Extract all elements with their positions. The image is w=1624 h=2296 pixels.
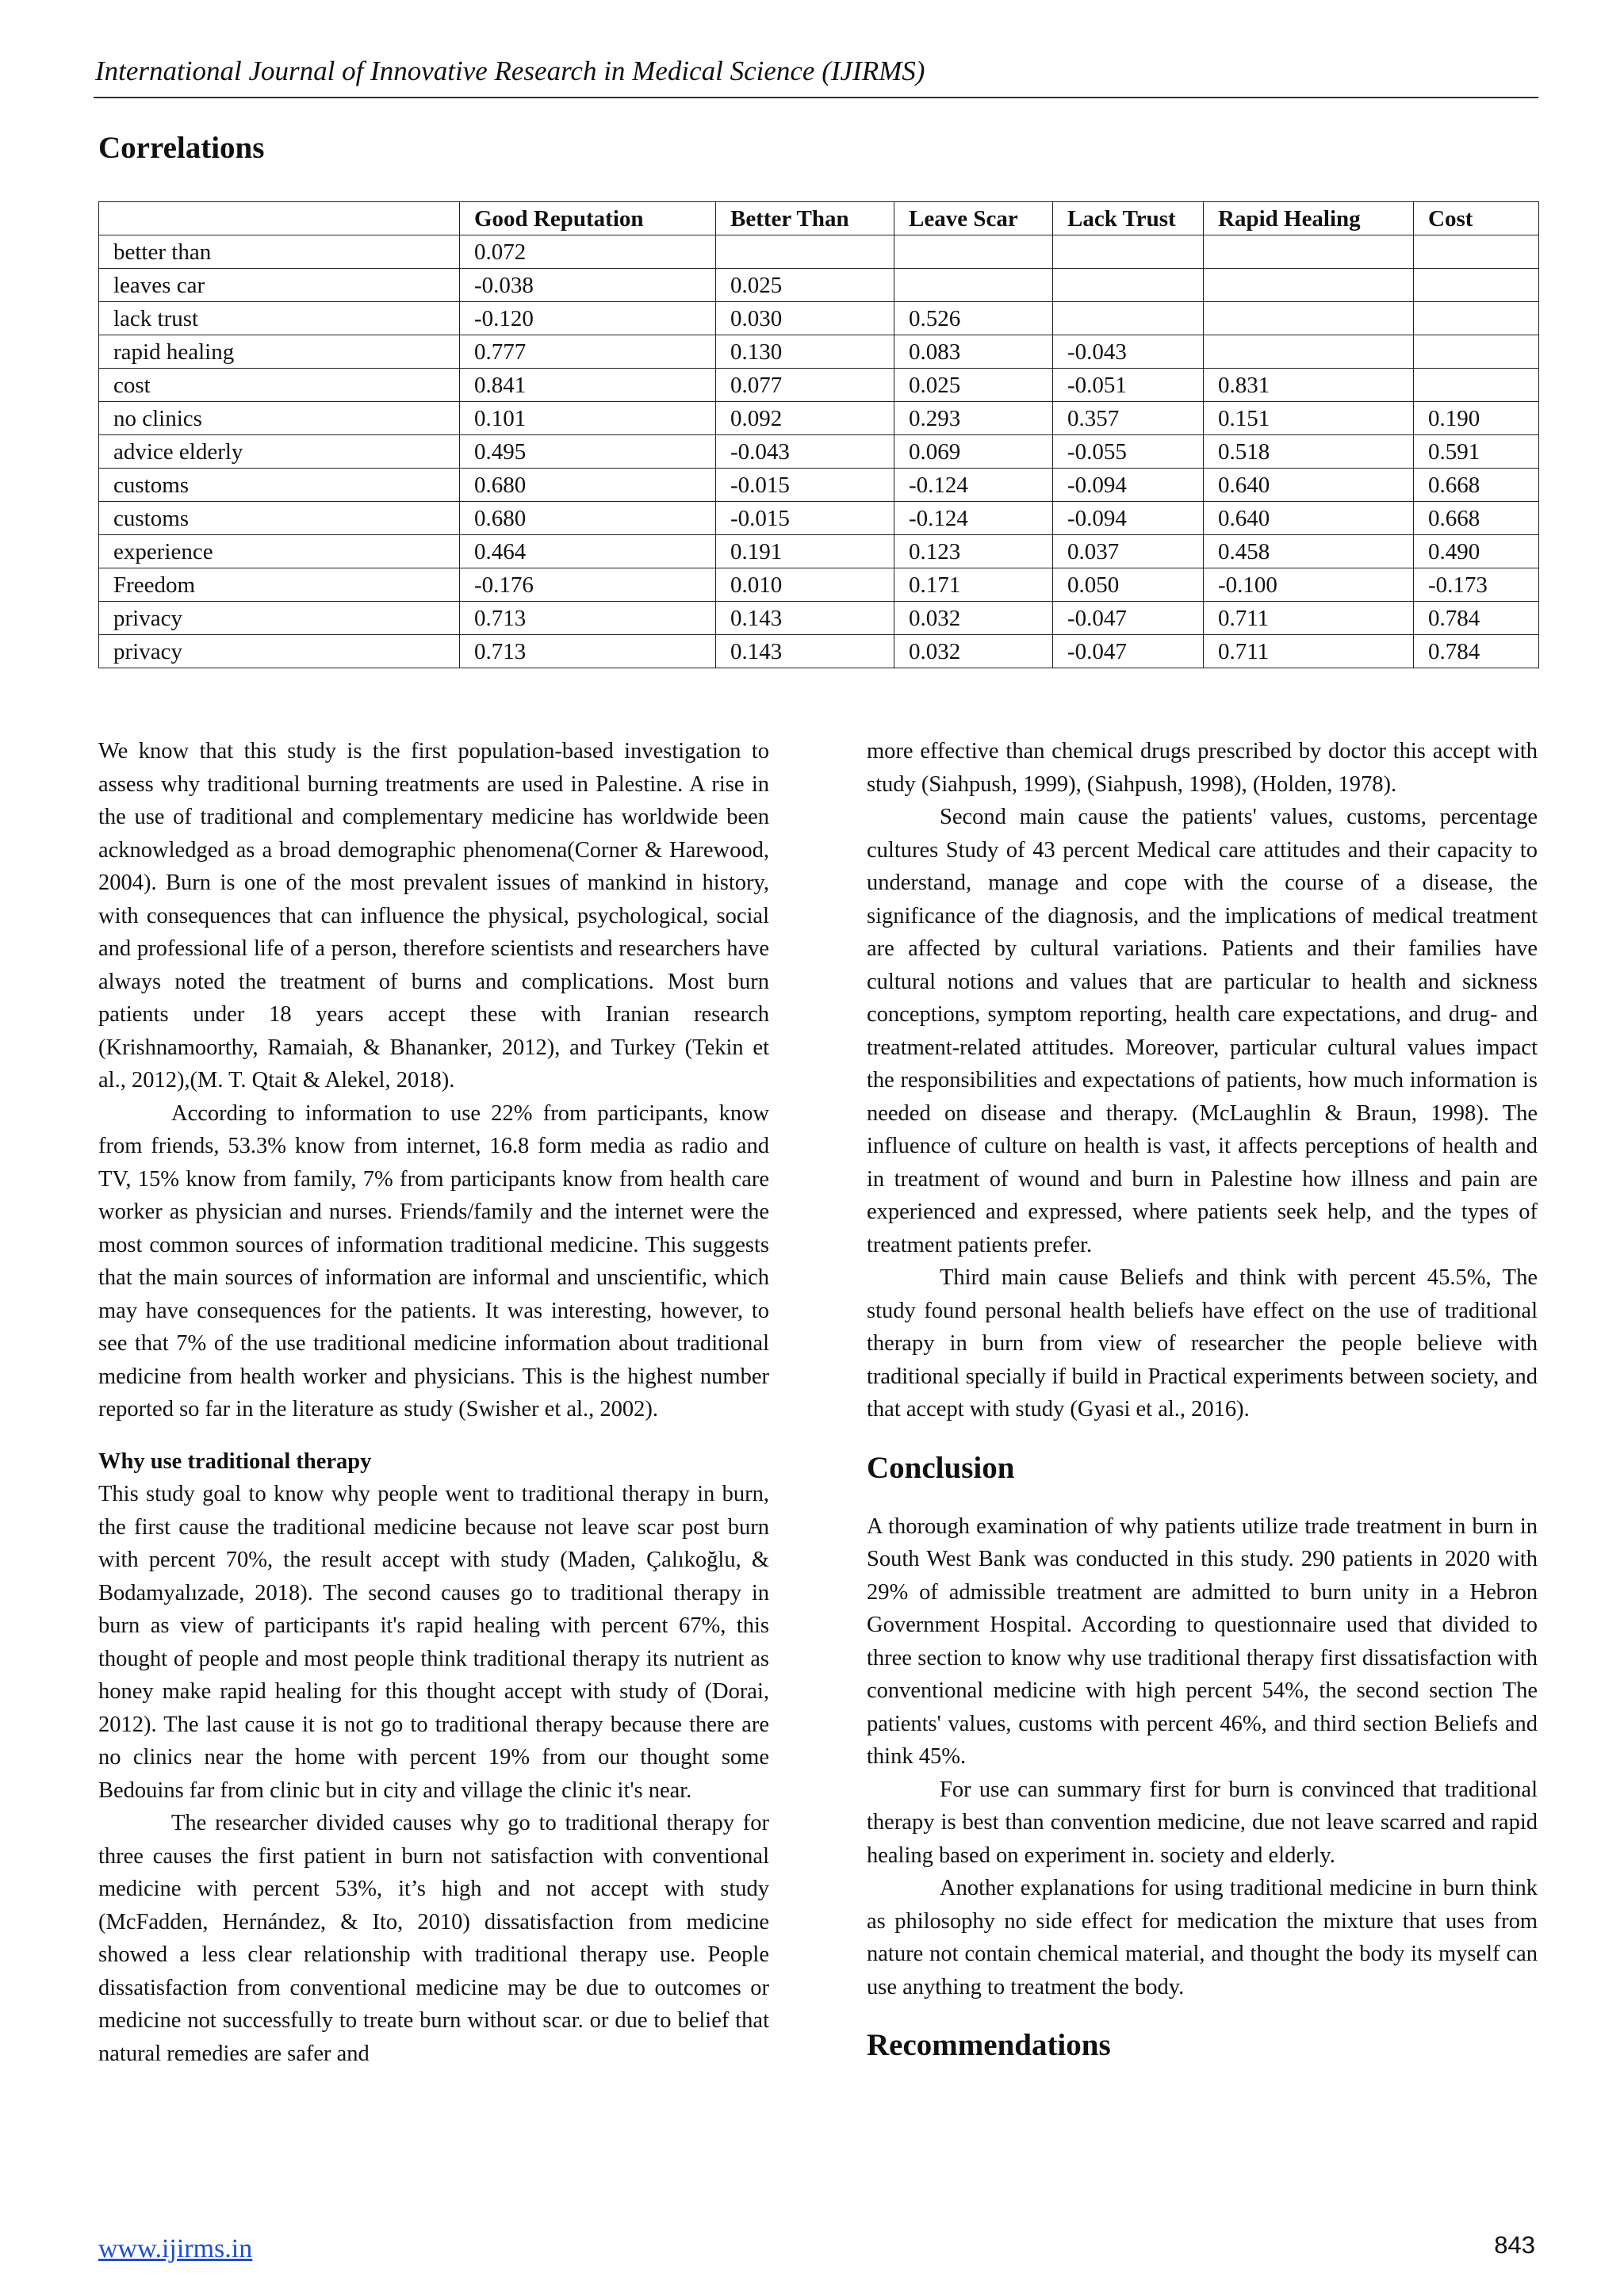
column-header (99, 202, 460, 235)
table-cell: 0.037 (1053, 535, 1204, 568)
table-cell: 0.711 (1204, 635, 1414, 668)
table-cell: 0.490 (1414, 535, 1539, 568)
row-label: privacy (99, 635, 460, 668)
table-row (99, 568, 1539, 602)
table-cell: 0.101 (460, 402, 716, 435)
row-label: rapid healing (99, 335, 460, 369)
table-cell: -0.120 (460, 302, 716, 335)
table-row (99, 469, 1539, 502)
row-label: customs (99, 502, 460, 535)
table-row (99, 535, 1539, 568)
table-cell: -0.051 (1053, 369, 1204, 402)
column-header: Cost (1414, 202, 1539, 235)
table-cell: 0.072 (460, 235, 716, 269)
table-cell: 0.025 (716, 269, 894, 302)
table-cell: -0.043 (1053, 335, 1204, 369)
row-label: privacy (99, 602, 460, 635)
table-cell: -0.015 (716, 469, 894, 502)
table-cell: 0.357 (1053, 402, 1204, 435)
table-cell: 0.591 (1414, 435, 1539, 469)
table-cell (894, 235, 1053, 269)
table-cell: -0.173 (1414, 568, 1539, 602)
row-label: cost (99, 369, 460, 402)
row-label: leaves car (99, 269, 460, 302)
column-header: Rapid Healing (1204, 202, 1414, 235)
table-cell: 0.526 (894, 302, 1053, 335)
table-cell: 0.069 (894, 435, 1053, 469)
table-cell (1053, 302, 1204, 335)
table-cell: 0.032 (894, 602, 1053, 635)
left-column (98, 735, 769, 2070)
table-cell: 0.640 (1204, 502, 1414, 535)
table-cell: 0.143 (716, 635, 894, 668)
table-cell: 0.293 (894, 402, 1053, 435)
table-cell (716, 235, 894, 269)
column-header: Leave Scar (894, 202, 1053, 235)
table-cell: -0.124 (894, 469, 1053, 502)
table-cell: 0.841 (460, 369, 716, 402)
subheading-why-use-traditional-therapy: Why use traditional therapy (98, 1448, 372, 1474)
table-cell (1053, 235, 1204, 269)
paragraph: This study goal to know why people went to traditional therapy in burn, the first cause the traditional medicine because not leave scar post burn with percent 70%, the result accept with study (Maden, Çalıkoğlu, & Bodamyalızade, 2018). The second causes go to traditional therapy in burn as view of participants it's rapid healing with percent 67%, this thought of people and most people think traditional therapy its nutrient as honey make rapid healing for this thought accept with study of (Dorai, 2012). The last cause it is not go to traditional therapy because there are no clinics near the home with percent 19% from our thought some Bedouins far from clinic but in city and village the clinic it's near. (98, 1482, 769, 1803)
table-cell (1414, 335, 1539, 369)
table-cell: 0.784 (1414, 635, 1539, 668)
table-row (99, 335, 1539, 369)
table-cell: -0.094 (1053, 502, 1204, 535)
row-label: lack trust (99, 302, 460, 335)
table-row (99, 435, 1539, 469)
table-cell: -0.015 (716, 502, 894, 535)
row-label: no clinics (99, 402, 460, 435)
row-label: Freedom (99, 568, 460, 602)
table-cell: 0.713 (460, 635, 716, 668)
column-header: Good Reputation (460, 202, 716, 235)
table-cell: 0.191 (716, 535, 894, 568)
table-cell: 0.151 (1204, 402, 1414, 435)
table-cell: -0.094 (1053, 469, 1204, 502)
table-cell: 0.495 (460, 435, 716, 469)
table-cell: 0.030 (716, 302, 894, 335)
table-cell: 0.092 (716, 402, 894, 435)
column-header: Lack Trust (1053, 202, 1204, 235)
table-cell (1053, 269, 1204, 302)
table-cell: -0.124 (894, 502, 1053, 535)
table-cell: 0.032 (894, 635, 1053, 668)
row-label: better than (99, 235, 460, 269)
journal-title: International Journal of Innovative Research in Medical Science (IJIRMS) (95, 55, 925, 86)
table-cell (1414, 369, 1539, 402)
table-cell: 0.050 (1053, 568, 1204, 602)
table-cell (1204, 302, 1414, 335)
table-cell: 0.668 (1414, 469, 1539, 502)
correlations-heading: Correlations (98, 131, 265, 165)
table-header-row (99, 202, 1539, 235)
table-row (99, 235, 1539, 269)
table-row (99, 302, 1539, 335)
table-cell (1204, 235, 1414, 269)
table-row (99, 369, 1539, 402)
table-cell (1204, 269, 1414, 302)
table-cell: 0.010 (716, 568, 894, 602)
table-row (99, 269, 1539, 302)
table-cell (1414, 269, 1539, 302)
table-cell (894, 269, 1053, 302)
table-cell: 0.518 (1204, 435, 1414, 469)
header-rule (94, 97, 1538, 98)
table-cell: 0.077 (716, 369, 894, 402)
table-cell: 0.464 (460, 535, 716, 568)
website-link[interactable]: www.ijirms.in (98, 2234, 253, 2263)
row-label: customs (99, 469, 460, 502)
table-row (99, 635, 1539, 668)
paragraph: According to information to use 22% from participants, know from friends, 53.3% know from internet, 16.8 form media as radio and TV, 15% know from family, 7% from participants know from health care worker as physician and nurses. Friends/family and the internet were the most common sources of information traditional medicine. This suggests that the main sources of information are informal and unscientific, which may have consequences for the patients. It was interesting, however, to see that 7% of the use traditional medicine information about traditional medicine from health worker and physicians. This is the highest number reported so far in the literature as study (Swisher et al., 2002). (98, 1100, 769, 1422)
table-cell: 0.143 (716, 602, 894, 635)
paragraph: more effective than chemical drugs prescribed by doctor this accept with study (Siahpush, 1999), (Siahpush, 1998), (Holden, 1978). (867, 739, 1538, 797)
table-cell: 0.458 (1204, 535, 1414, 568)
table-cell: 0.680 (460, 469, 716, 502)
paragraph: The researcher divided causes why go to traditional therapy for three causes the first patient in burn not satisfaction with conventional medicine with percent 53%, it’s high and not accept with study (McFadden, Hernández, & Ito, 2010) dissatisfaction from medicine showed a less clear relationship with traditional therapy use. People dissatisfaction from conventional medicine may be due to outcomes or medicine not successfully to treate burn without scar. or due to belief that natural remedies are safer and (98, 1811, 769, 2066)
table-cell: 0.190 (1414, 402, 1539, 435)
table-cell: -0.043 (716, 435, 894, 469)
table-cell: -0.055 (1053, 435, 1204, 469)
table-cell: -0.047 (1053, 635, 1204, 668)
table-cell: 0.711 (1204, 602, 1414, 635)
paragraph: Another explanations for using traditional medicine in burn think as philosophy no side effect for medication the mixture that uses from nature not contain chemical material, and thought the body its myself can use anything to treatment the body. (867, 1876, 1538, 1999)
table-cell: 0.083 (894, 335, 1053, 369)
table-cell: 0.130 (716, 335, 894, 369)
table-cell: 0.171 (894, 568, 1053, 602)
table-cell: 0.777 (460, 335, 716, 369)
row-label: advice elderly (99, 435, 460, 469)
table-cell (1204, 335, 1414, 369)
recommendations-heading: Recommendations (867, 2028, 1111, 2062)
paragraph: Third main cause Beliefs and think with percent 45.5%, The study found personal health beliefs have effect on the use of traditional therapy in burn from view of researcher the people believe with traditional specially if build in Practical experiments between society, and that accept with study (Gyasi et al., 2016). (867, 1265, 1538, 1422)
table-row (99, 502, 1539, 535)
table-cell: -0.100 (1204, 568, 1414, 602)
table-cell (1414, 235, 1539, 269)
table-cell: 0.831 (1204, 369, 1414, 402)
paragraph: Second main cause the patients' values, customs, percentage cultures Study of 43 percent Medical care attitudes and their capacity to understand, manage and cope with the course of a disease, the significance of the diagnosis, and the implications of medical treatment are affected by cultural variations. Patients and their families have cultural notions and values that are particular to health and sickness conceptions, symptom reporting, health care expectations, and drug- and treatment-related attitudes. Moreover, particular cultural values impact the responsibilities and expectations of patients, how much information is needed on disease and therapy. (McLaughlin & Braun, 1998). The influence of culture on health is vast, it affects perceptions of health and in treatment of wound and burn in Palestine how illness and pain are experienced and expressed, where patients seek help, and the types of treatment patients prefer. (867, 805, 1538, 1257)
right-column (867, 735, 1538, 2087)
paragraph: For use can summary first for burn is convinced that traditional therapy is best than convention medicine, due not leave scarred and rapid healing based on experiment in. society and elderly. (867, 1777, 1538, 1868)
table-cell: -0.038 (460, 269, 716, 302)
table-row (99, 402, 1539, 435)
paragraph: A thorough examination of why patients utilize trade treatment in burn in South West Bank was conducted in this study. 290 patients in 2020 with 29% of admissible treatment are admitted to burn unity in a Hebron Government Hospital. According to questionnaire used that divided to three section to know why use traditional therapy first dissatisfaction with conventional medicine with high percent 54%, the second section The patients' values, customs with percent 46%, and third section Beliefs and think 45%. (867, 1513, 1538, 1769)
paragraph: We know that this study is the first population-based investigation to assess why traditional burning treatments are used in Palestine. A rise in the use of traditional and complementary medicine has worldwide been acknowledged as a broad demographic phenomena(Corner & Harewood, 2004). Burn is one of the most prevalent issues of mankind in history, with consequences that can influence the physical, psychological, social and professional life of a person, therefore scientists and researchers have always noted the treatment of burns and complications. Most burn patients under 18 years accept these with Iranian research (Krishnamoorthy, Ramaiah, & Bhananker, 2012), and Turkey (Tekin et al., 2012),(M. T. Qtait & Alekel, 2018). (98, 739, 769, 1093)
table-row (99, 602, 1539, 635)
conclusion-heading: Conclusion (867, 1450, 1015, 1485)
column-header: Better Than (716, 202, 894, 235)
table-cell (1414, 302, 1539, 335)
table-cell: -0.047 (1053, 602, 1204, 635)
correlations-table (98, 201, 1539, 668)
table-cell: 0.123 (894, 535, 1053, 568)
table-cell: 0.680 (460, 502, 716, 535)
table-cell: 0.713 (460, 602, 716, 635)
table-cell: 0.668 (1414, 502, 1539, 535)
page-number: 843 (1494, 2231, 1535, 2259)
table-cell: 0.784 (1414, 602, 1539, 635)
table-cell: 0.640 (1204, 469, 1414, 502)
table-cell: 0.025 (894, 369, 1053, 402)
table-cell: -0.176 (460, 568, 716, 602)
row-label: experience (99, 535, 460, 568)
